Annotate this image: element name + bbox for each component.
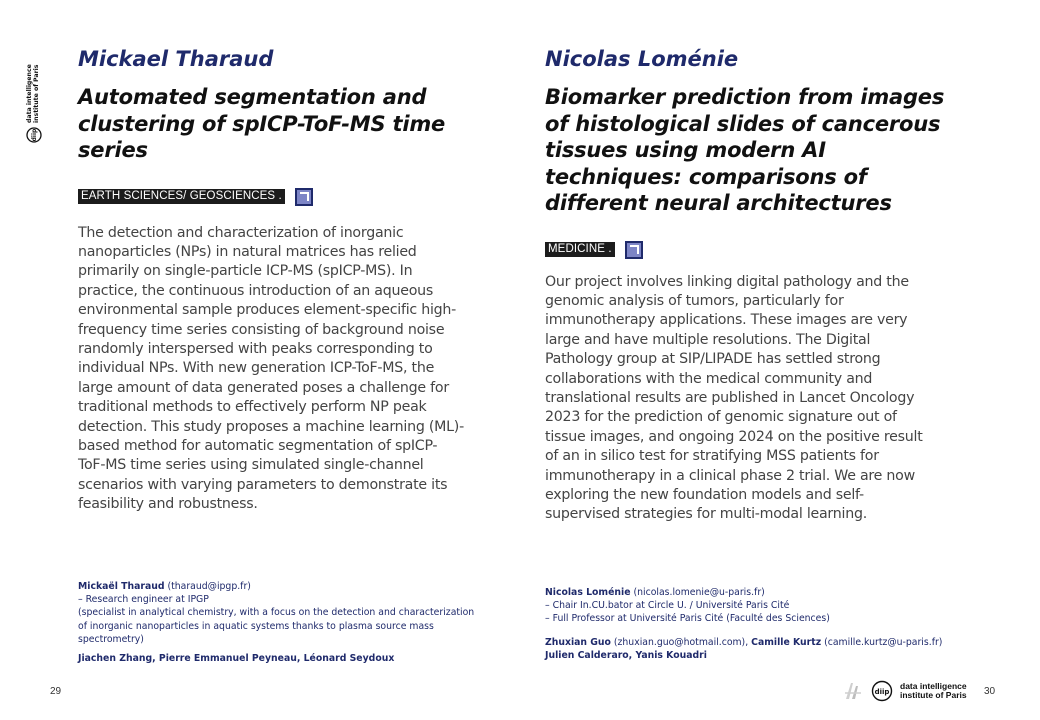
left-credits xyxy=(78,580,508,665)
abstract-line: collaborations with the medical community and xyxy=(545,370,873,387)
right-coauthors: Julien Calderaro, Yanis Kouadri xyxy=(545,649,707,661)
abstract-line: exploring the new foundation models and self- xyxy=(545,486,864,503)
right-author-name: Nicolas Loménie xyxy=(545,47,739,71)
credit-line: – Research engineer at IPGP xyxy=(78,594,209,606)
right-title-line: different neural architectures xyxy=(545,191,892,215)
left-credit-email[interactable]: (tharaud@ipgp.fr) xyxy=(167,581,251,592)
credit-line: – Full Professor at Université Paris Cité (Faculté des Sciences) xyxy=(545,613,830,625)
abstract-line: immunotherapy in a clinical phase 2 trial. We are now xyxy=(545,467,915,484)
diip-side-logo xyxy=(26,55,42,147)
diip-logo xyxy=(871,680,893,702)
svg-text:diip: diip xyxy=(874,688,890,696)
abstract-line: 2023 for the prediction of genomic signature out of xyxy=(545,409,897,426)
abstract-line: Pathology group at SIP/LIPADE has settled strong xyxy=(545,351,881,368)
right-discipline-tag: MEDICINE . xyxy=(545,242,615,257)
abstract-line: ToF-MS time series using simulated single-channel xyxy=(78,457,424,474)
right-article xyxy=(545,44,955,525)
left-talk-title xyxy=(78,84,498,164)
abstract-line: traditional methods to effectively perform NP peak xyxy=(78,399,427,416)
footer-logos xyxy=(842,680,967,702)
abstract-line: detection. This study proposes a machine learning (ML)- xyxy=(78,418,464,435)
abstract-line: The detection and characterization of inorganic xyxy=(78,224,404,241)
credit-line: spectrometry) xyxy=(78,633,144,645)
right-credit-email[interactable]: (nicolas.lomenie@u-paris.fr) xyxy=(633,587,765,598)
right-tag-row xyxy=(545,241,955,259)
right-talk-title xyxy=(545,84,955,217)
left-abstract xyxy=(78,224,498,515)
abstract-line: immunotherapy applications. These images are very xyxy=(545,312,908,329)
abstract-line: individual NPs. With new generation ICP-ToF-MS, the xyxy=(78,360,435,377)
page-number-right: 30 xyxy=(984,686,996,697)
page-number-left: 29 xyxy=(50,686,62,697)
abstract-line: genomic analysis of tumors, particularly for xyxy=(545,292,844,309)
university-logo xyxy=(842,680,864,702)
abstract-line: large and have multiple resolutions. The Digital xyxy=(545,331,871,348)
abstract-line: practice, the continuous introduction of an aqueous xyxy=(78,282,434,299)
svg-text:data intelligence: data intelligence xyxy=(26,64,33,123)
left-tag-row xyxy=(78,188,498,206)
left-author-name: Mickael Tharaud xyxy=(78,47,274,71)
left-title-line: clustering of spICP-ToF-MS time xyxy=(78,111,446,136)
coauthor-name: Zhuxian Guo xyxy=(545,636,611,648)
credit-line: – Chair In.CU.bator at Circle U. / Université Paris Cité xyxy=(545,600,790,612)
external-link-icon[interactable] xyxy=(625,241,643,259)
right-title-line: tissues using modern AI xyxy=(545,138,826,162)
left-coauthors: Jiachen Zhang, Pierre Emmanuel Peyneau, Léonard Seydoux xyxy=(78,653,395,665)
left-title-line: series xyxy=(78,138,148,162)
right-title-line: techniques: comparisons of xyxy=(545,164,867,189)
abstract-line: of an in silico test for stratifying MSS patients for xyxy=(545,448,879,465)
coauthor-name: Camille Kurtz xyxy=(751,636,822,648)
left-credit-name: Mickaël Tharaud xyxy=(78,581,165,592)
abstract-line: randomly interspersed with peaks corresponding to xyxy=(78,340,433,357)
abstract-line: frequency time series consisting of background noise xyxy=(78,321,445,338)
right-credit-name: Nicolas Loménie xyxy=(545,587,631,598)
diip-wordmark: data intelligence institute of Paris xyxy=(900,681,967,700)
coauthor-email[interactable]: (camille.kurtz@u-paris.fr) xyxy=(824,636,943,648)
svg-text:institute of Paris: institute of Paris xyxy=(33,64,40,123)
credit-line: (specialist in analytical chemistry, with a focus on the detection and characterization xyxy=(78,607,475,619)
abstract-line: translational results are published in Lancet Oncology xyxy=(545,389,915,406)
abstract-line: feasibility and robustness. xyxy=(78,496,258,513)
external-link-icon[interactable] xyxy=(295,188,313,206)
credit-line: of inorganic nanoparticles in aquatic systems thanks to plasma source mass xyxy=(78,620,434,632)
abstract-line: Our project involves linking digital pathology and the xyxy=(545,273,909,290)
abstract-line: primarily on single-particle ICP-MS (spICP-MS). In xyxy=(78,263,413,280)
abstract-line: large amount of data generated poses a challenge for xyxy=(78,379,449,396)
left-discipline-tag: EARTH SCIENCES/ GEOSCIENCES . xyxy=(78,189,285,204)
right-credits xyxy=(545,586,975,662)
right-title-line: of histological slides of cancerous xyxy=(545,111,941,136)
abstract-line: based method for automatic segmentation of spICP- xyxy=(78,437,438,454)
abstract-line: tissue images, and ongoing 2024 on the positive result xyxy=(545,428,923,445)
coauthor-email[interactable]: (zhuxian.guo@hotmail.com), xyxy=(613,636,749,648)
abstract-line: supervised strategies for multi-modal learning. xyxy=(545,506,867,523)
left-article xyxy=(78,44,498,515)
right-title-line: Biomarker prediction from images xyxy=(545,85,945,109)
abstract-line: environmental sample produces element-specific high- xyxy=(78,302,457,319)
svg-text:diip: diip xyxy=(31,128,38,142)
abstract-line: nanoparticles (NPs) in natural matrices has relied xyxy=(78,243,417,260)
abstract-line: scenarios with varying parameters to demonstrate its xyxy=(78,476,448,493)
left-title-line: Automated segmentation and xyxy=(78,85,427,109)
right-abstract xyxy=(545,273,955,525)
